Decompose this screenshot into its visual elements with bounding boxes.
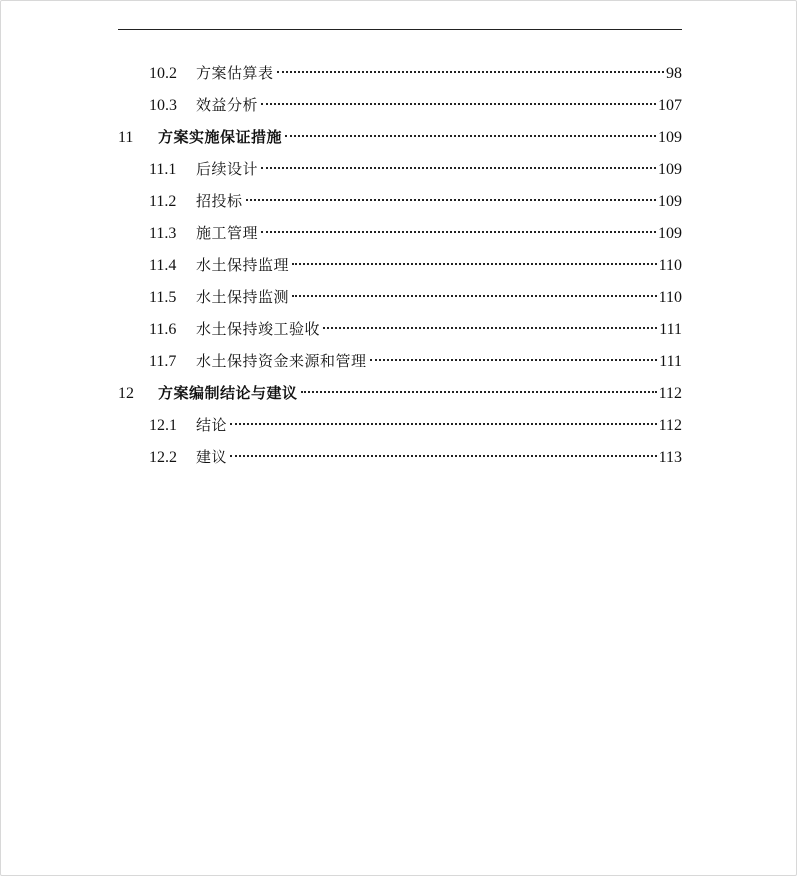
toc-entry[interactable] [118, 217, 682, 249]
toc-leader-dots [261, 167, 656, 169]
toc-entry[interactable] [118, 345, 682, 377]
toc-entry-title: 水土保持监理 [196, 256, 290, 274]
toc-entry-title: 水土保持竣工验收 [196, 320, 321, 338]
toc-entry[interactable] [118, 249, 682, 281]
table-of-contents [118, 57, 682, 473]
toc-leader-dots [277, 71, 664, 73]
toc-entry[interactable] [118, 153, 682, 185]
toc-leader-dots [230, 455, 657, 457]
toc-entry-number: 12 [118, 385, 134, 402]
toc-leader-dots [285, 135, 656, 137]
toc-entry[interactable] [118, 409, 682, 441]
header-rule [118, 29, 682, 30]
toc-entry-title: 方案编制结论与建议 [158, 384, 298, 402]
toc-leader-dots [230, 423, 657, 425]
toc-entry-page: 113 [658, 449, 682, 466]
toc-entry-title: 方案实施保证措施 [158, 128, 283, 146]
toc-leader-dots [261, 103, 656, 105]
toc-leader-dots [246, 199, 656, 201]
toc-entry-page: 109 [658, 161, 682, 178]
toc-entry-number: 10.3 [149, 97, 177, 114]
toc-entry-page: 98 [666, 65, 682, 82]
toc-entry-title: 水土保持资金来源和管理 [196, 352, 367, 370]
toc-entry-title: 建议 [196, 448, 228, 466]
toc-entry-number: 11.3 [149, 225, 177, 242]
toc-entry-page: 110 [658, 257, 682, 274]
toc-entry[interactable] [118, 57, 682, 89]
toc-leader-dots [323, 327, 657, 329]
toc-entry-number: 11.4 [149, 257, 177, 274]
toc-entry-title: 施工管理 [196, 224, 259, 242]
toc-entry-page: 112 [658, 385, 682, 402]
toc-entry[interactable] [118, 185, 682, 217]
toc-leader-dots [292, 295, 657, 297]
toc-leader-dots [301, 391, 657, 393]
toc-leader-dots [261, 231, 656, 233]
toc-chapter-entry[interactable] [118, 377, 682, 409]
toc-entry-page: 109 [658, 193, 682, 210]
toc-leader-dots [292, 263, 657, 265]
toc-entry[interactable] [118, 281, 682, 313]
toc-entry[interactable] [118, 441, 682, 473]
toc-entry-title: 方案估算表 [196, 64, 274, 82]
toc-entry-number: 12.2 [149, 449, 177, 466]
toc-leader-dots [370, 359, 658, 361]
toc-entry-number: 10.2 [149, 65, 177, 82]
toc-entry-number: 11.2 [149, 193, 177, 210]
toc-entry-title: 后续设计 [196, 160, 259, 178]
toc-entry[interactable] [118, 313, 682, 345]
toc-entry-number: 11.5 [149, 289, 177, 306]
toc-entry-title: 效益分析 [196, 96, 259, 114]
toc-chapter-entry[interactable] [118, 121, 682, 153]
toc-entry-title: 招投标 [196, 192, 243, 210]
toc-entry-page: 111 [659, 321, 682, 338]
toc-entry-number: 12.1 [149, 417, 177, 434]
toc-entry-number: 11.1 [149, 161, 177, 178]
toc-entry-title: 结论 [196, 416, 228, 434]
toc-entry-page: 111 [659, 353, 682, 370]
toc-entry-page: 112 [658, 417, 682, 434]
toc-entry-page: 109 [658, 129, 682, 146]
toc-entry-number: 11.7 [149, 353, 177, 370]
toc-entry-number: 11 [118, 129, 134, 146]
toc-entry-page: 107 [658, 97, 682, 114]
toc-entry-title: 水土保持监测 [196, 288, 290, 306]
toc-entry-number: 11.6 [149, 321, 177, 338]
toc-entry-page: 110 [658, 289, 682, 306]
toc-entry-page: 109 [658, 225, 682, 242]
toc-entry[interactable] [118, 89, 682, 121]
